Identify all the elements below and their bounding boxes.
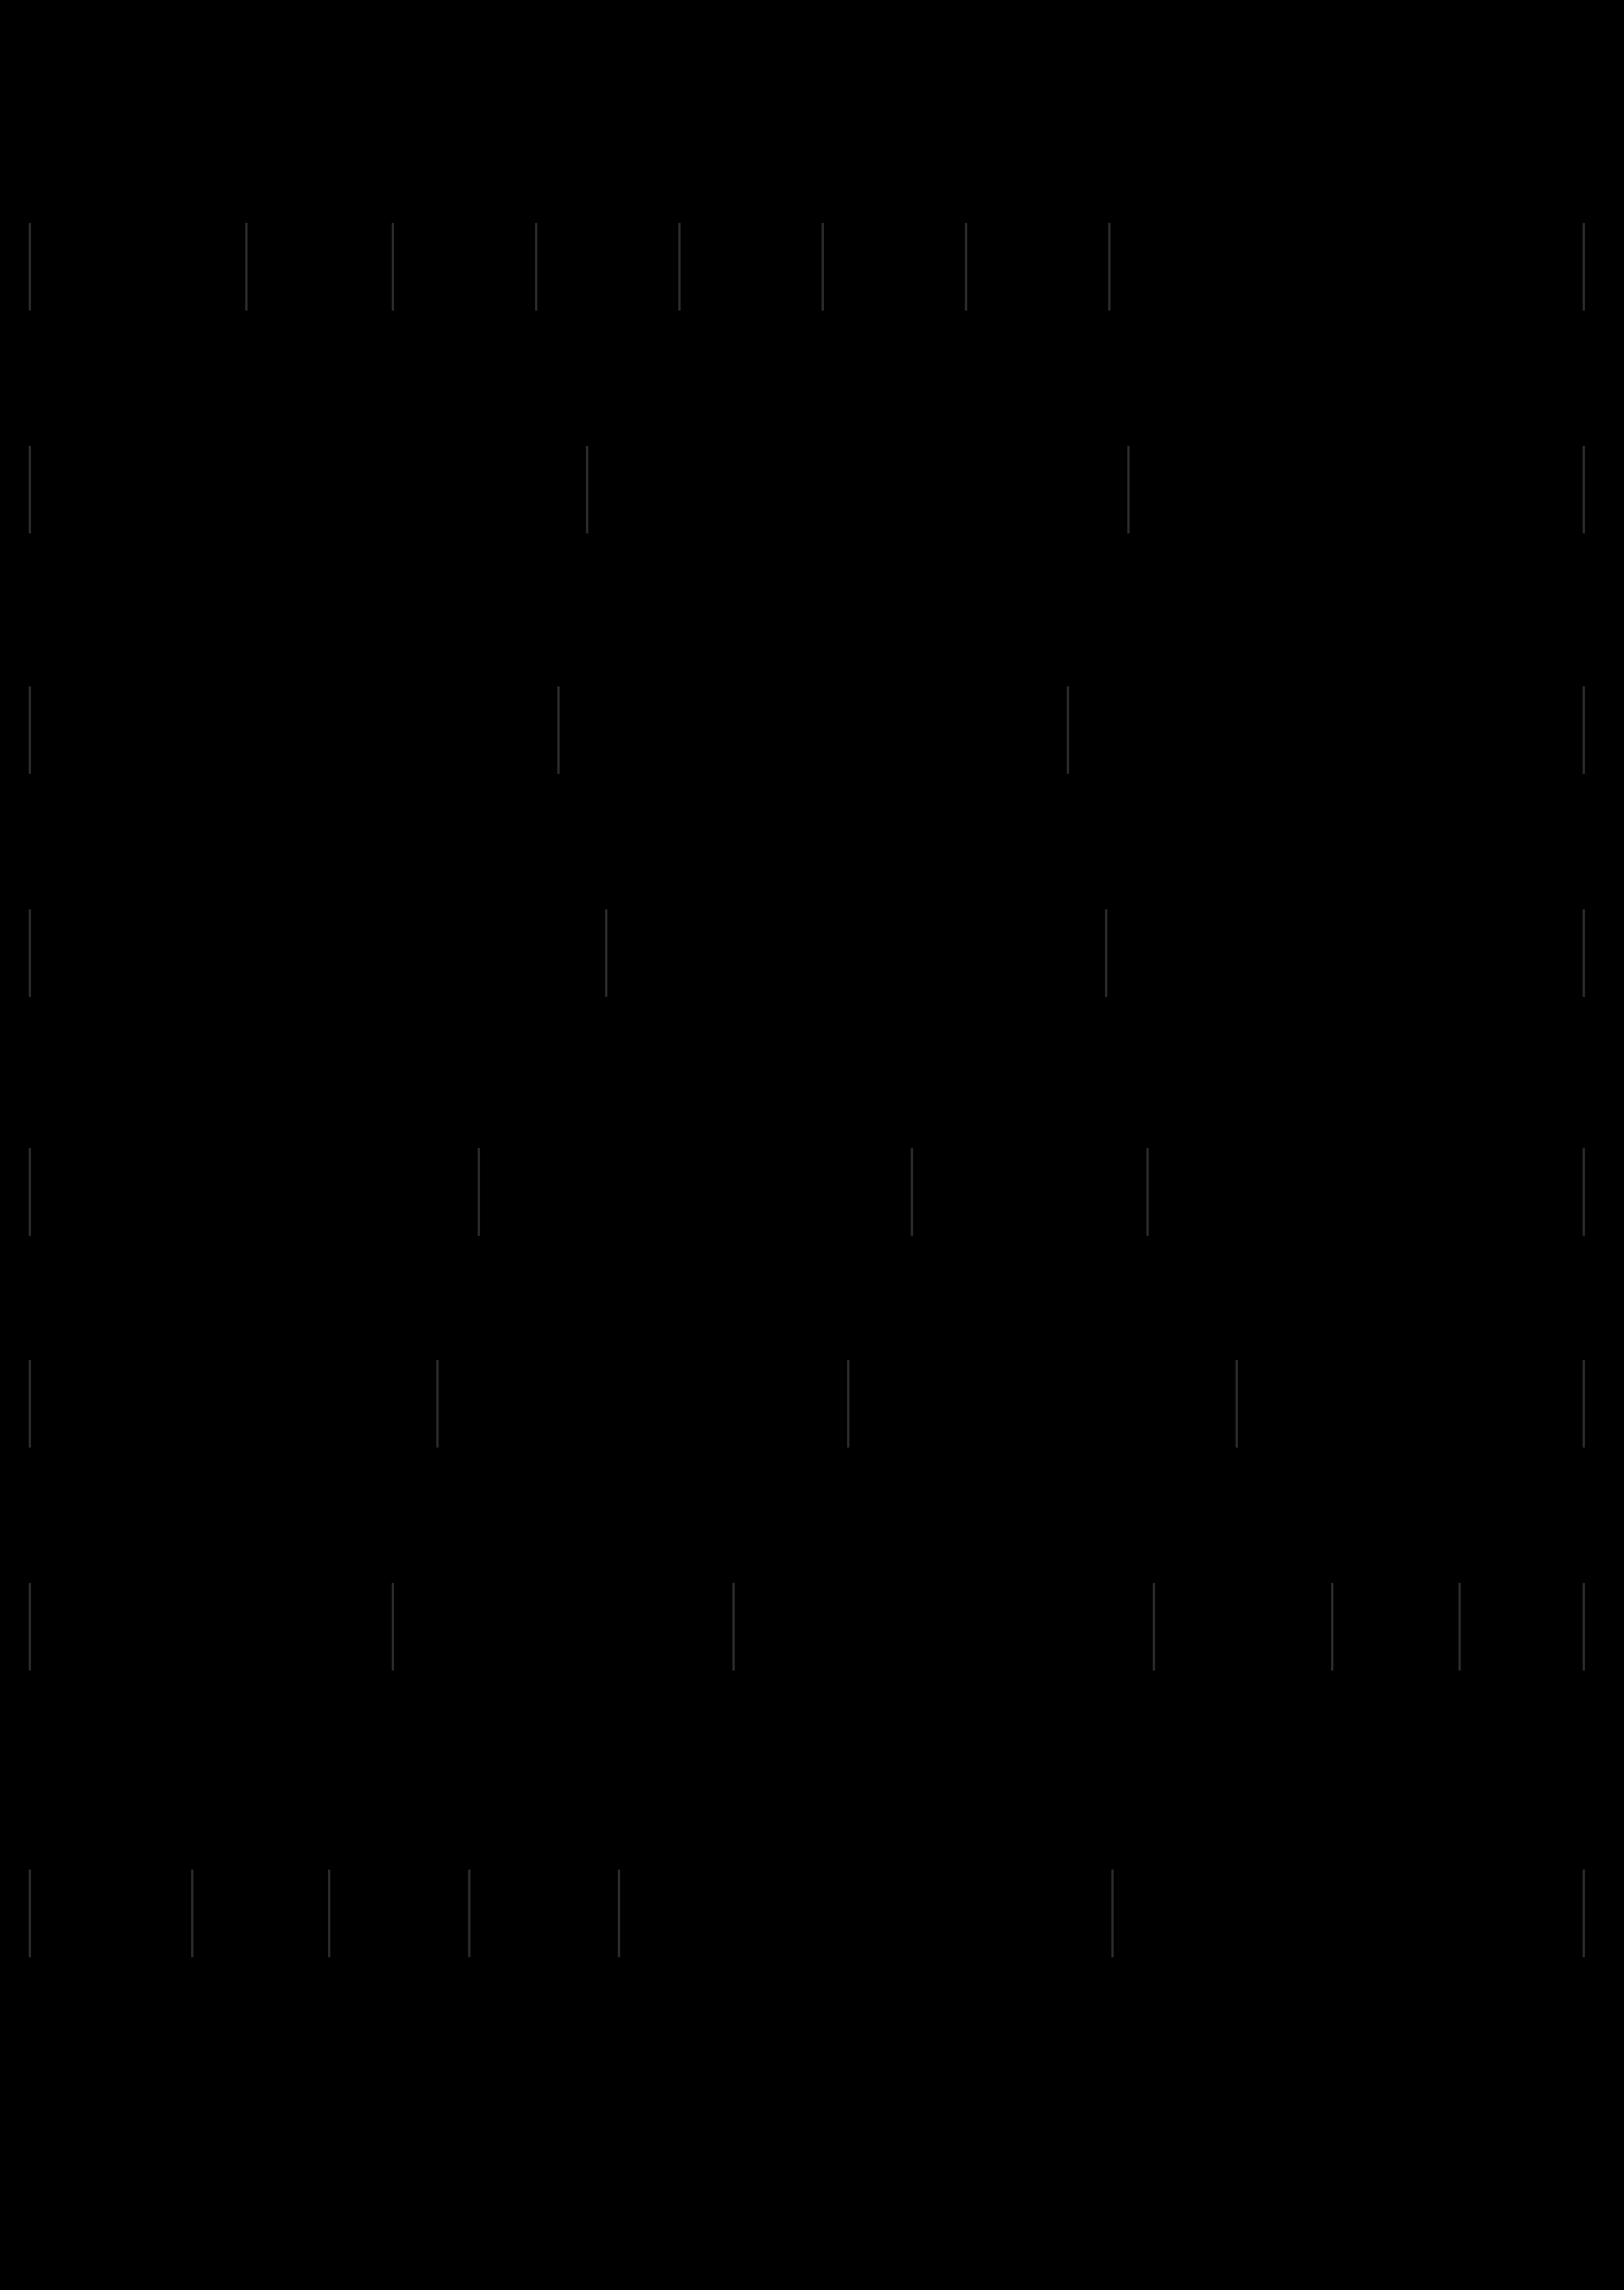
- table-row: [0, 223, 1624, 311]
- column-rule: [29, 1870, 31, 1957]
- table-row: [0, 446, 1624, 533]
- column-rule: [245, 223, 248, 311]
- table-cell: [1116, 920, 1575, 986]
- table-row: [0, 1360, 1624, 1448]
- table-cell: [40, 920, 597, 986]
- column-rule: [1583, 686, 1585, 774]
- table-cell: [1122, 1881, 1575, 1946]
- table-row: [0, 1870, 1624, 1957]
- table-cell: [1342, 1594, 1450, 1659]
- column-rule: [1583, 1583, 1585, 1671]
- table-cell: [744, 1594, 1145, 1659]
- column-rule: [732, 1583, 735, 1671]
- column-rule: [1583, 1360, 1585, 1448]
- table-cell: [40, 1881, 183, 1946]
- column-rule: [1067, 686, 1069, 774]
- column-rule: [618, 1870, 620, 1957]
- table-cell: [403, 1594, 724, 1659]
- column-rule: [191, 1870, 193, 1957]
- column-rule: [29, 1583, 31, 1671]
- table-cell: [689, 234, 814, 299]
- table-cell: [1119, 234, 1575, 299]
- table-cell: [40, 698, 549, 763]
- column-rule: [557, 686, 560, 774]
- table-cell: [922, 1159, 1138, 1225]
- table-cell: [403, 234, 527, 299]
- column-rule: [605, 909, 607, 997]
- table-cell: [1078, 698, 1575, 763]
- column-rule: [1583, 909, 1585, 997]
- table-cell: [489, 1159, 903, 1225]
- table-cell: [479, 1881, 610, 1946]
- table-cell: [447, 1371, 839, 1436]
- column-rule: [1583, 1148, 1585, 1236]
- table-row: [0, 1148, 1624, 1236]
- column-rule: [29, 1360, 31, 1448]
- table-cell: [339, 1881, 460, 1946]
- column-rule: [1583, 446, 1585, 533]
- column-rule: [965, 223, 967, 311]
- column-rule: [1105, 909, 1107, 997]
- table-cell: [1164, 1594, 1323, 1659]
- column-rule: [29, 446, 31, 533]
- column-rule: [29, 686, 31, 774]
- column-rule: [29, 1148, 31, 1236]
- table-cell: [597, 457, 1119, 522]
- column-rule: [535, 223, 537, 311]
- column-rule: [468, 1870, 470, 1957]
- column-rule: [1236, 1360, 1238, 1448]
- table-row: [0, 1583, 1624, 1671]
- table-cell: [1138, 457, 1575, 522]
- table-cell: [858, 1371, 1228, 1436]
- table-cell: [568, 698, 1059, 763]
- column-rule: [678, 223, 681, 311]
- column-rule: [822, 223, 824, 311]
- column-rule: [478, 1148, 480, 1236]
- column-rule: [1583, 223, 1585, 311]
- column-rule: [392, 223, 394, 311]
- column-rule: [392, 1583, 394, 1671]
- table-cell: [1247, 1371, 1575, 1436]
- table-cell: [256, 234, 384, 299]
- table-cell: [40, 1371, 428, 1436]
- column-rule: [29, 223, 31, 311]
- table-cell: [40, 1594, 384, 1659]
- column-rule: [328, 1870, 330, 1957]
- table-cell: [1470, 1594, 1575, 1659]
- table-cell: [616, 920, 1097, 986]
- table-cell: [629, 1881, 1103, 1946]
- column-rule: [586, 446, 588, 533]
- table-cell: [202, 1881, 320, 1946]
- table-row: [0, 909, 1624, 997]
- table-cell: [40, 234, 237, 299]
- table-cell: [40, 457, 578, 522]
- column-rule: [1583, 1870, 1585, 1957]
- column-rule: [436, 1360, 439, 1448]
- column-rule: [847, 1360, 849, 1448]
- column-rule: [1127, 446, 1130, 533]
- table-cell: [833, 234, 957, 299]
- column-rule: [29, 909, 31, 997]
- column-rule: [1458, 1583, 1461, 1671]
- column-rule: [1153, 1583, 1155, 1671]
- table-cell: [976, 234, 1100, 299]
- column-rule: [1111, 1870, 1114, 1957]
- column-rule: [1108, 223, 1111, 311]
- column-rule: [1331, 1583, 1333, 1671]
- column-rule: [1146, 1148, 1149, 1236]
- table-row: [0, 686, 1624, 774]
- table-cell: [1157, 1159, 1575, 1225]
- column-rule: [911, 1148, 913, 1236]
- table-cell: [546, 234, 670, 299]
- table-cell: [40, 1159, 470, 1225]
